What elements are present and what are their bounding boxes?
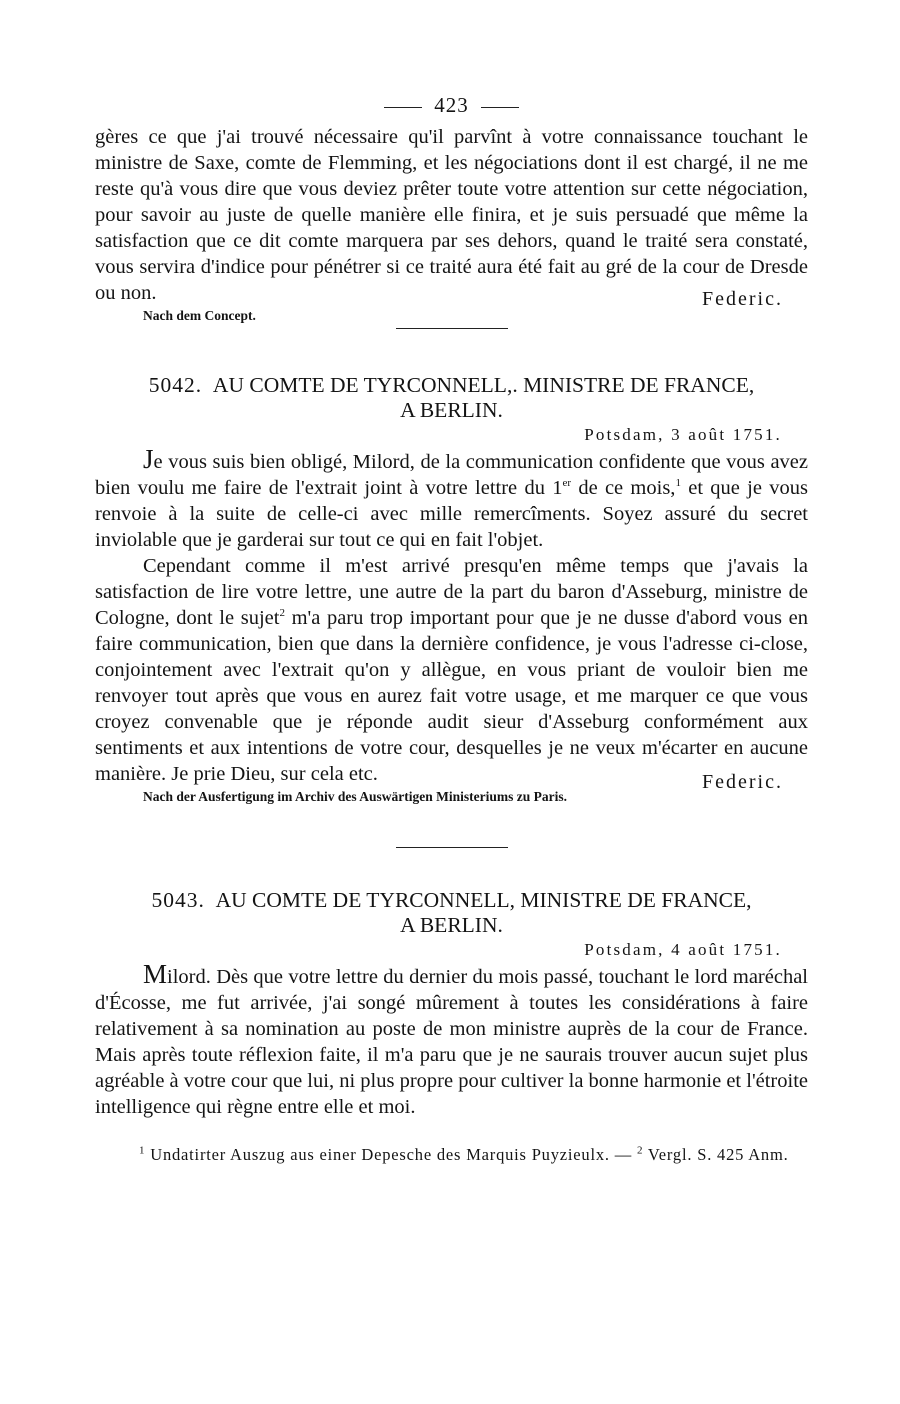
letter-5042-p1-text-a: e vous suis bien obligé, Milord, de la communication confidente que vous avez bien voulu me faire de l'extrait joint à votre lettre du 1 xyxy=(95,451,808,499)
letter-5042-initial: J xyxy=(143,444,154,474)
footnote-1-text: Undatirter Auszug aus einer Depesche des Marquis Puyzieulx. — xyxy=(145,1145,637,1164)
footnote-2-text: Vergl. S. 425 Anm. xyxy=(643,1145,789,1164)
letter-5042-paragraph-2 xyxy=(95,553,808,787)
page-number-dash-right xyxy=(481,107,519,108)
letter-5042-signature-row xyxy=(95,771,808,813)
letter-5043-p1-text: ilord. Dès que votre lettre du dernier du mois passé, touchant le lord maréchal d'Écosse, me fut arrivée, j'ai songé mûrement à toutes les considérations à faire relativement à sa nomination au poste de mon ministre auprès de la cour de France. Mais après toute réflexion faite, il m'a paru que je ne saurais trouver aucun sujet plus agréable à votre cour que lui, ni plus propre pour cultiver la bonne harmonie et l'étroite intelligence qui règne entre elle et moi. xyxy=(95,966,808,1118)
letter-5043-paragraph-1 xyxy=(95,961,808,1120)
letter-5042-heading-line2: A BERLIN. xyxy=(400,398,503,422)
letter-5042-paragraph-1 xyxy=(95,446,808,553)
footnote-ref-1: 1 xyxy=(675,477,681,490)
letter-5042-p1-text-b: de ce mois, xyxy=(571,477,676,499)
superscript-er: er xyxy=(562,477,572,490)
letter-5042-source-note: Nach der Ausfertigung im Archiv des Auswärtigen Ministeriums zu Paris. xyxy=(143,789,567,804)
footnotes xyxy=(95,1142,808,1168)
letter-5042-p2-text-a: Cependant comme il m'est arrivé presqu'en même temps que j'avais la satisfaction de lire votre lettre, une autre de la part du baron d'Asseburg, ministre de Cologne, dont le sujet xyxy=(95,555,808,629)
opening-signature: Federic. xyxy=(702,288,783,310)
page-number: 423 xyxy=(434,93,469,117)
letter-5043-addressee: AU COMTE DE TYRCONNELL, MINISTRE DE FRANCE, xyxy=(215,888,752,912)
page-number-line xyxy=(95,86,808,124)
letter-5042-p1-text-c: et que je vous renvoie à la suite de celle-ci avec mille remercîments. Soyez assuré du secret inviolable que je garderai sur tout ce qui en fait l'objet. xyxy=(95,477,808,551)
letter-5043-heading-line1 xyxy=(95,888,808,913)
opening-source-note: Nach dem Concept. xyxy=(143,308,256,323)
letter-5042-dateline: Potsdam, 3 août 1751. xyxy=(584,425,782,444)
letter-5042-p2-text-b: m'a paru trop important pour que je ne dusse d'abord vous en faire communication, bien que dans la dernière confidence, je vous l'adresse ci-close, conjointement avec l'extrait qu'on y allègue, en vous priant de vouloir bien me renvoyer tout après que vous en aurez fait votre usage, et me marquer ce que vous croyez convenable que je réponde audit sieur d'Asseburg conformément aux sentiments et aux intentions de votre cour, desquelles je ne veux m'écarter en aucune manière. Je prie Dieu, sur cela etc. xyxy=(95,607,808,785)
letter-5042-addressee: AU COMTE DE TYRCONNELL,. MINISTRE DE FRANCE, xyxy=(212,373,755,397)
letter-5042-number: 5042. xyxy=(148,373,203,397)
letter-5042-heading-line1 xyxy=(95,373,808,398)
letter-5043-initial: M xyxy=(143,959,168,989)
document-page xyxy=(95,86,808,1168)
footnote-ref-2: 2 xyxy=(279,607,285,620)
opening-signature-row xyxy=(95,288,808,332)
letter-5042-heading xyxy=(95,373,808,423)
letter-5043-number: 5043. xyxy=(151,888,205,912)
footnote-2-mark: 2 xyxy=(636,1144,644,1157)
footnote-1-mark: 1 xyxy=(139,1144,146,1157)
opening-paragraph: gères ce que j'ai trouvé nécessaire qu'il parvînt à votre connaissance touchant le ministre de Saxe, comte de Flemming, et les négociations dont il est chargé, il ne me reste qu'à vous dire que vous deviez prêter toute votre attention sur cette négociation, pour savoir au juste de quelle manière elle finira, et je suis persuadé que même la satisfaction que ce dit comte marquera par ses dehors, quand le traité sera constaté, vous servira d'indice pour pénétrer si ce traité aura été fait au gré de la cour de Dresde ou non. xyxy=(95,126,808,304)
letter-5042-signature: Federic. xyxy=(702,771,783,793)
letter-5043-dateline: Potsdam, 4 août 1751. xyxy=(584,940,782,959)
letter-5043-heading xyxy=(95,888,808,938)
letter-5043-heading-line2: A BERLIN. xyxy=(400,913,503,937)
page-number-dash-left xyxy=(384,107,422,108)
